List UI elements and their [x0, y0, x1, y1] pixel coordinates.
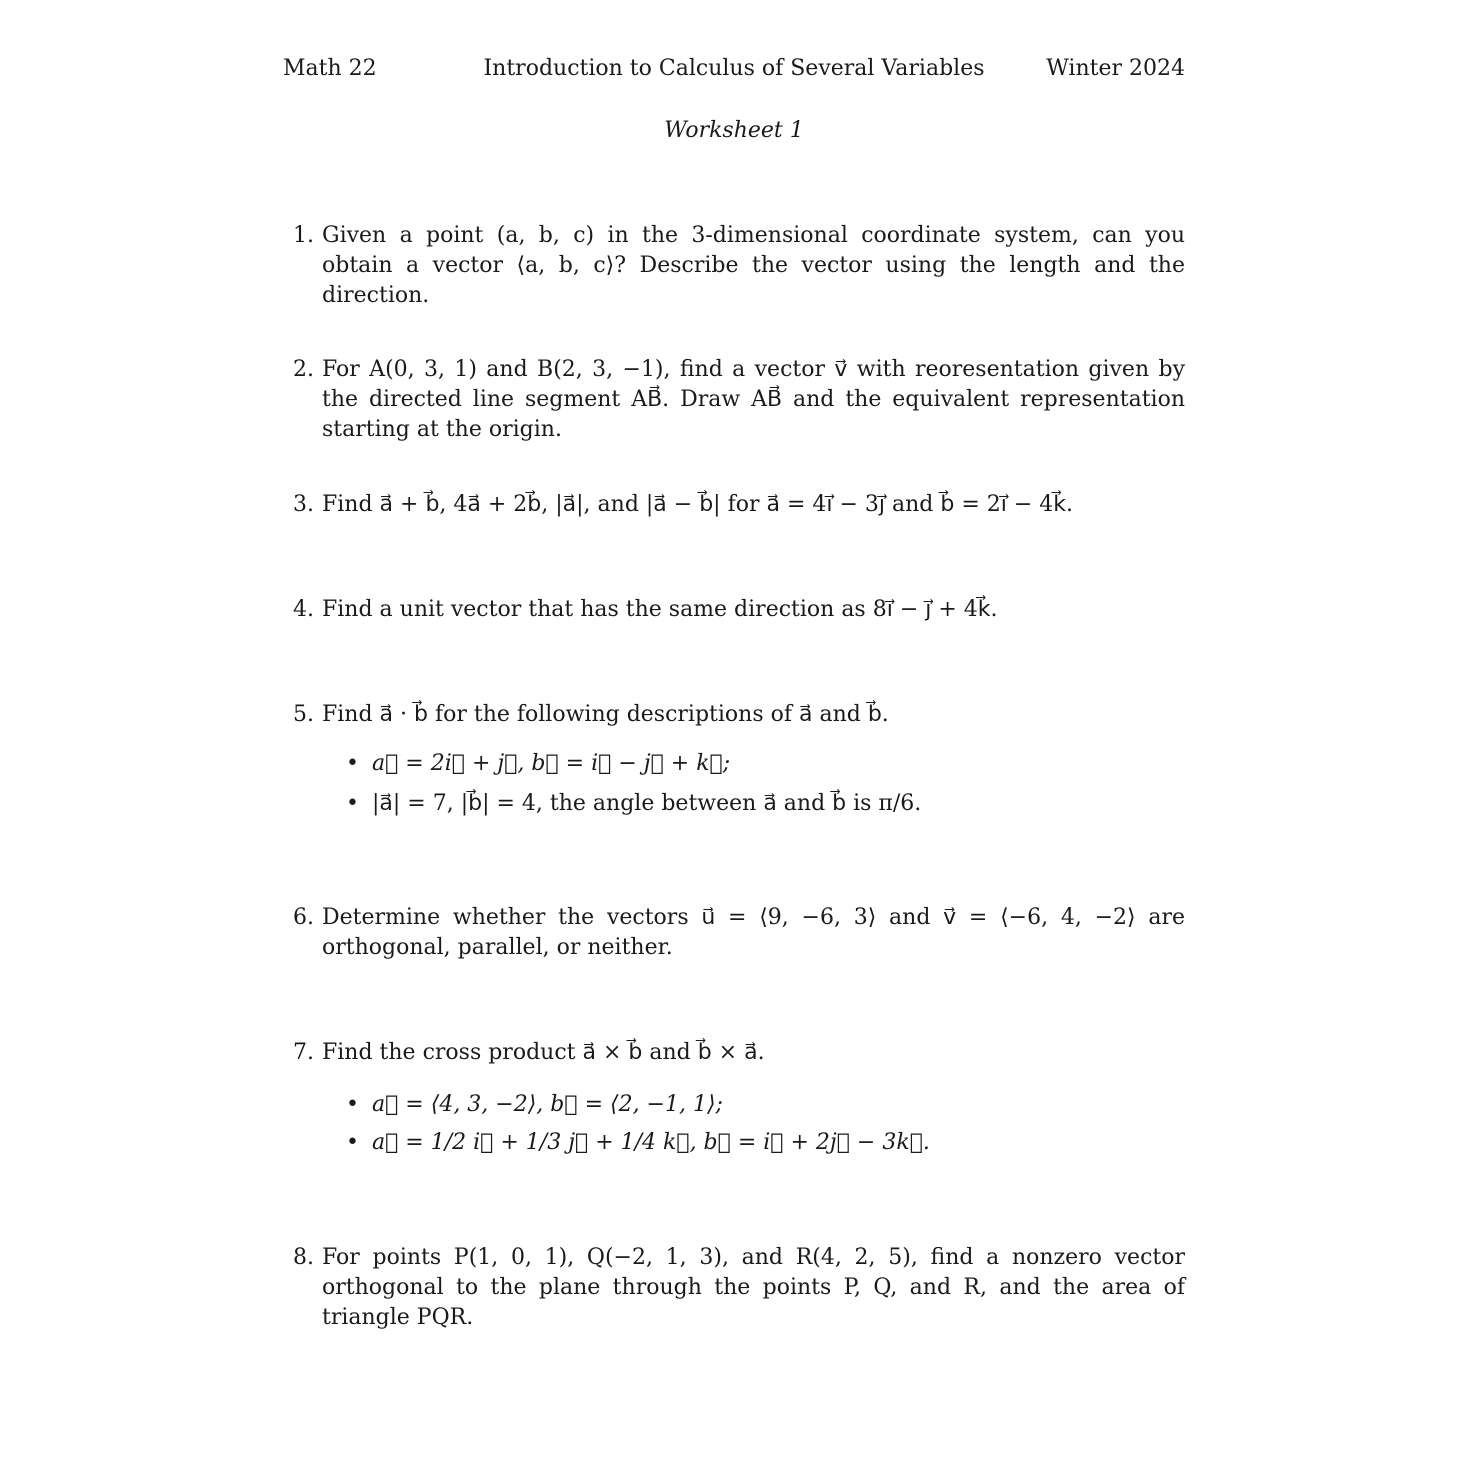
bullet-dot: •: [346, 1092, 359, 1117]
course-title: Introduction to Calculus of Several Variables: [483, 56, 985, 81]
course-label: Math 22: [283, 56, 377, 81]
problem-2: [293, 355, 1185, 445]
bullet-item: [346, 1090, 1186, 1126]
problem-3: [293, 490, 1185, 520]
problem-7: [293, 1038, 1185, 1068]
bullet-dot: •: [346, 791, 359, 816]
problem-number: 7.: [293, 1040, 314, 1065]
problem-text: Find a⃗ + b⃗, 4a⃗ + 2b⃗, |a⃗|, and |a⃗ − b⃗| for a⃗ = 4i⃗ − 3j⃗ and b⃗ = 2i⃗ − 4k⃗.: [322, 492, 1074, 517]
problem-6: [293, 903, 1185, 963]
bullet-item: [346, 789, 1186, 825]
bullet-dot: •: [346, 1130, 359, 1155]
problem-1: [293, 221, 1185, 311]
problem-text: For A(0, 3, 1) and B(2, 3, −1), find a vector v⃗ with reoresentation given by the directed line segment AB⃗. Draw AB⃗ and the equivalent representation starting at the origin.: [322, 357, 1185, 442]
problem-text: Find a unit vector that has the same direction as 8i⃗ − j⃗ + 4k⃗.: [322, 597, 998, 622]
bullet-text: |a⃗| = 7, |b⃗| = 4, the angle between a⃗ and b⃗ is π/6.: [372, 791, 922, 816]
problem-text: Given a point (a, b, c) in the 3-dimensional coordinate system, can you obtain a vector ⟨a, b, c⟩? Describe the vector using the length and the direction.: [322, 223, 1185, 308]
bullet-item: [346, 1128, 1186, 1164]
problem-number: 5.: [293, 702, 314, 727]
worksheet-title: Worksheet 1: [664, 118, 804, 143]
problem-number: 4.: [293, 597, 314, 622]
term-label: Winter 2024: [1046, 56, 1185, 81]
problem-number: 1.: [293, 223, 314, 248]
bullet-text: a⃗ = 2i⃗ + j⃗, b⃗ = i⃗ − j⃗ + k⃗;: [372, 751, 731, 776]
bullet-text: a⃗ = 1/2 i⃗ + 1/3 j⃗ + 1/4 k⃗, b⃗ = i⃗ + 2j⃗ − 3k⃗.: [372, 1130, 930, 1155]
problem-text: Find the cross product a⃗ × b⃗ and b⃗ × a⃗.: [322, 1040, 765, 1065]
bullet-item: [346, 749, 1186, 785]
problem-number: 8.: [293, 1245, 314, 1270]
problem-number: 6.: [293, 905, 314, 930]
page-header: [283, 56, 1185, 88]
problem-8: [293, 1243, 1185, 1333]
problem-text: For points P(1, 0, 1), Q(−2, 1, 3), and R(4, 2, 5), find a nonzero vector orthogonal to the plane through the points P, Q, and R, and the area of triangle PQR.: [322, 1245, 1185, 1330]
problem-text: Determine whether the vectors u⃗ = ⟨9, −6, 3⟩ and v⃗ = ⟨−6, 4, −2⟩ are orthogonal, parallel, or neither.: [322, 905, 1185, 960]
problem-number: 2.: [293, 357, 314, 382]
problem-7-bullets: [346, 1090, 1186, 1164]
problem-number: 3.: [293, 492, 314, 517]
problem-5: [293, 700, 1185, 730]
problem-5-bullets: [346, 749, 1186, 825]
bullet-dot: •: [346, 751, 359, 776]
problem-4: [293, 595, 1185, 625]
problem-text: Find a⃗ · b⃗ for the following descriptions of a⃗ and b⃗.: [322, 702, 889, 727]
bullet-text: a⃗ = ⟨4, 3, −2⟩, b⃗ = ⟨2, −1, 1⟩;: [372, 1092, 723, 1117]
